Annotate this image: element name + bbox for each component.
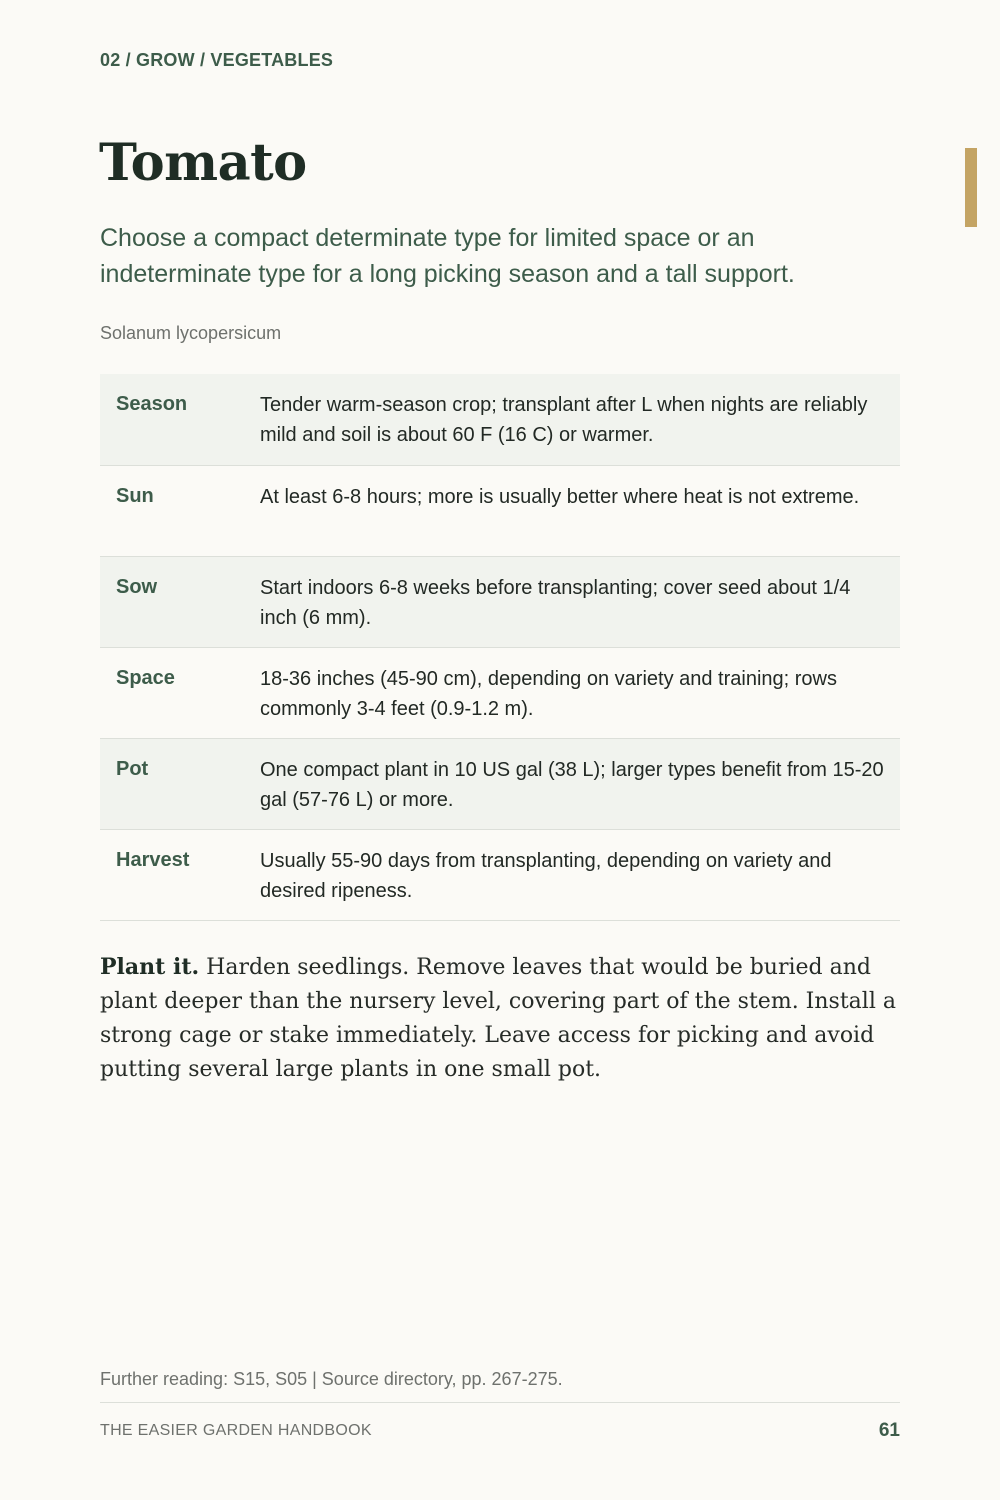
- footer-book-title: THE EASIER GARDEN HANDBOOK: [100, 1422, 372, 1439]
- fact-value-sun: At least 6-8 hours; more is usually better where heat is not extreme.: [260, 485, 860, 508]
- plant-it-paragraph: [100, 950, 900, 1087]
- fact-label-pot: Pot: [116, 757, 149, 780]
- intro-paragraph: Choose a compact determinate type for limited space or an indeterminate type for a long picking season and a tall support.: [100, 224, 795, 288]
- fact-value-season: Tender warm-season crop; transplant after L when nights are reliably mild and soil is about 60 F (16 C) or warmer.: [260, 394, 868, 446]
- facts-table: [100, 374, 900, 921]
- footer-divider: [100, 1402, 900, 1403]
- table-row: [100, 465, 900, 556]
- bookmark-tab: [965, 148, 977, 227]
- latin-name: Solanum lycopersicum: [100, 323, 282, 343]
- table-row: [100, 374, 900, 465]
- table-row: [100, 556, 900, 647]
- plant-it-lead: Plant it.: [100, 954, 200, 980]
- page-title: Tomato: [99, 133, 307, 193]
- further-reading: Further reading: S15, S05 | Source directory, pp. 267-275.: [100, 1369, 563, 1389]
- plant-it-text: Harden seedlings. Remove leaves that would be buried and plant deeper than the nursery level, covering part of the stem. Install a strong cage or stake immediately. Leave access for picking and avoid putting several large plants in one small pot.: [100, 955, 896, 1082]
- fact-label-harvest: Harvest: [116, 848, 190, 871]
- fact-value-sow: Start indoors 6-8 weeks before transplanting; cover seed about 1/4 inch (6 mm).: [260, 576, 851, 629]
- table-row: [100, 738, 900, 829]
- table-row: [100, 829, 900, 920]
- fact-label-space: Space: [116, 666, 175, 689]
- breadcrumb: 02 / GROW / VEGETABLES: [100, 50, 334, 70]
- fact-label-sow: Sow: [116, 575, 158, 598]
- fact-value-pot: One compact plant in 10 US gal (38 L); larger types benefit from 15-20 gal (57-76 L) or more.: [260, 758, 884, 811]
- table-row: [100, 647, 900, 738]
- fact-label-sun: Sun: [116, 484, 154, 507]
- fact-label-season: Season: [116, 393, 188, 415]
- page-number: 61: [878, 1420, 900, 1441]
- fact-value-harvest: Usually 55-90 days from transplanting, depending on variety and desired ripeness.: [260, 849, 832, 902]
- fact-value-space: 18-36 inches (45-90 cm), depending on variety and training; rows commonly 3-4 feet (0.9-1.2 m).: [260, 667, 837, 720]
